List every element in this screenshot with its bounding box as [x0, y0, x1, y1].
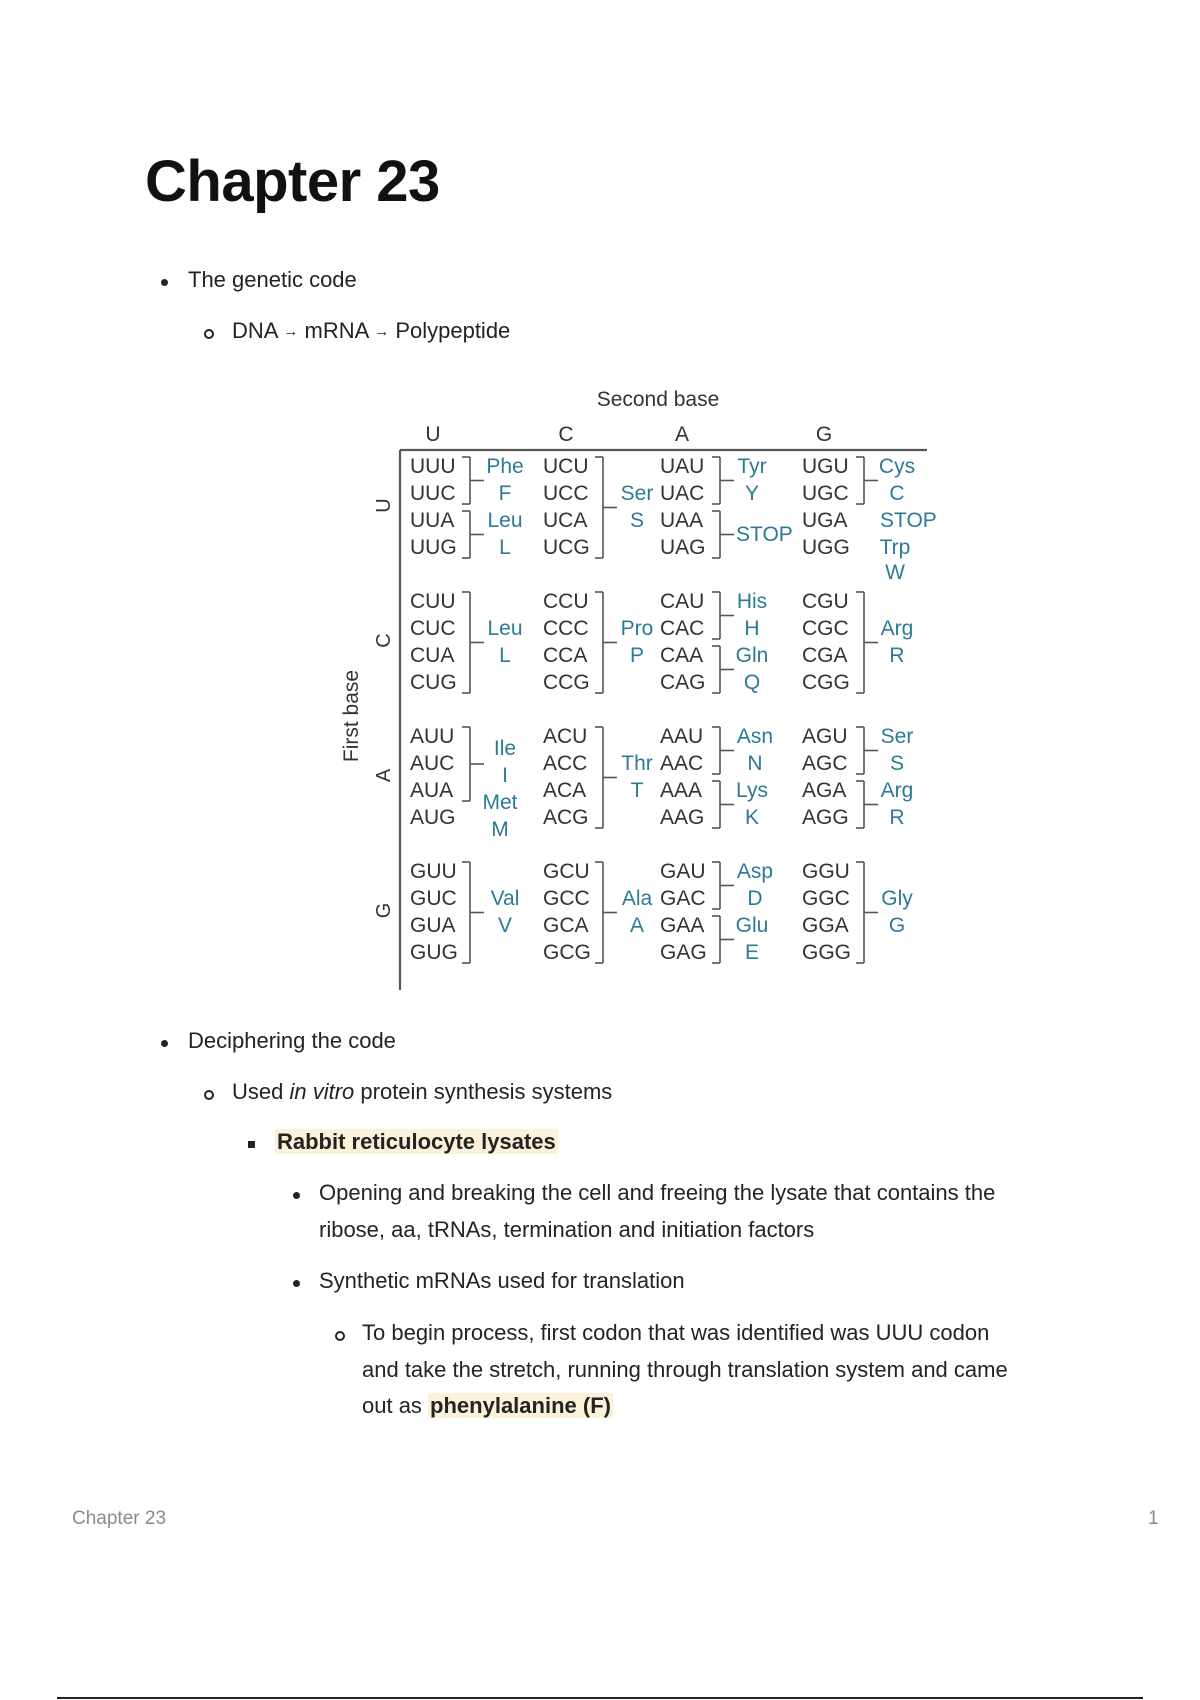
first-base-G: G [373, 902, 395, 919]
amino-acid-c: C [889, 482, 905, 505]
bullet-opening-line-1: Opening and breaking the cell and freeing the lysate that contains the [319, 1180, 996, 1205]
codon-AGG: AGG [802, 806, 849, 829]
amino-acid-r: R [889, 806, 905, 829]
codon-AGU: AGU [802, 725, 848, 748]
amino-acid-g: G [888, 914, 906, 937]
codon-UCA: UCA [543, 509, 588, 532]
second-base-U: U [425, 423, 441, 446]
codon-CAU: CAU [660, 590, 705, 613]
first-base-C: C [373, 633, 395, 648]
codon-AGA: AGA [802, 779, 847, 802]
codon-GAC: GAC [660, 887, 706, 910]
codon-GAG: GAG [660, 941, 707, 964]
bullet-circle-icon [204, 1090, 214, 1100]
codon-GGU: GGU [802, 860, 850, 883]
codon-AAC: AAC [660, 752, 704, 775]
first-base-label: First base [340, 669, 363, 763]
codon-CGC: CGC [802, 617, 849, 640]
amino-acid-cys: Cys [878, 455, 916, 478]
codon-UGC: UGC [802, 482, 849, 505]
codon-CUA: CUA [410, 644, 455, 667]
bullet-opening-line-2: ribose, aa, tRNAs, termination and initiation factors [319, 1217, 815, 1242]
out-as-text: out as [362, 1393, 429, 1418]
codon-GAA: GAA [660, 914, 705, 937]
codon-AUA: AUA [410, 779, 454, 802]
codon-GGG: GGG [802, 941, 852, 964]
phenylalanine-highlight: phenylalanine (F) [430, 1393, 611, 1418]
codon-CAG: CAG [660, 671, 706, 694]
amino-acid-l: L [499, 644, 511, 667]
footer-chapter-label: Chapter 23 [72, 1508, 167, 1529]
amino-acid-p: P [629, 644, 645, 667]
systems-text: protein synthesis systems [354, 1079, 613, 1104]
codon-CCC: CCC [543, 617, 589, 640]
amino-acid-n: N [747, 752, 763, 775]
amino-acid-val: Val [490, 887, 520, 910]
codon-GCA: GCA [543, 914, 589, 937]
codon-AAA: AAA [660, 779, 703, 802]
amino-acid-q: Q [743, 671, 761, 694]
amino-acid-y: Y [744, 482, 760, 505]
bullet-deciphering: Deciphering the code [188, 1028, 396, 1053]
bullet-dot-icon [161, 1040, 168, 1047]
bullet-square-icon [248, 1141, 255, 1148]
amino-acid-arg: Arg [880, 617, 914, 640]
codon-GCC: GCC [543, 887, 590, 910]
amino-acid-ala: Ala [621, 887, 653, 910]
codon-CCA: CCA [543, 644, 588, 667]
bullet-dot-icon [293, 1280, 300, 1287]
amino-acid-ser: Ser [620, 482, 654, 505]
amino-acid-l: L [499, 536, 511, 559]
codon-ACA: ACA [543, 779, 587, 802]
amino-acid-gln: Gln [735, 644, 769, 667]
codon-UAA: UAA [660, 509, 704, 532]
codon-UCC: UCC [543, 482, 589, 505]
codon-CGG: CGG [802, 671, 850, 694]
amino-acid-d: D [747, 887, 763, 910]
codon-CCG: CCG [543, 671, 590, 694]
second-base-C: C [558, 423, 574, 446]
codon-GCG: GCG [543, 941, 591, 964]
amino-acid-i: I [502, 764, 508, 787]
dna-text: DNA [232, 318, 278, 343]
codon-UAU: UAU [660, 455, 705, 478]
amino-acid-f: F [498, 482, 512, 505]
amino-acid-stop: STOP [736, 523, 793, 546]
codon-AAG: AAG [660, 806, 705, 829]
bullet-synthetic: Synthetic mRNAs used for translation [319, 1268, 685, 1293]
second-base-G: G [815, 423, 833, 446]
second-base-A: A [674, 423, 690, 446]
amino-acid-stop: STOP [880, 509, 937, 532]
amino-acid-gly: Gly [881, 887, 913, 910]
amino-acid-h: H [744, 617, 760, 640]
codon-GUA: GUA [410, 914, 456, 937]
codon-UAG: UAG [660, 536, 706, 559]
codon-UUC: UUC [410, 482, 456, 505]
codon-GAU: GAU [660, 860, 706, 883]
amino-acid-w: W [885, 561, 905, 584]
used-text: Used [232, 1079, 290, 1104]
arrow-icon: → [374, 323, 390, 341]
codon-CUC: CUC [410, 617, 456, 640]
amino-acid-leu: Leu [487, 617, 523, 640]
bullet-begin-line-2: and take the stretch, running through translation system and came [362, 1357, 1008, 1382]
amino-acid-s: S [629, 509, 645, 532]
codon-GUC: GUC [410, 887, 457, 910]
codon-UCU: UCU [543, 455, 589, 478]
codon-CUG: CUG [410, 671, 457, 694]
second-base-label: Second base [596, 388, 720, 411]
amino-acid-v: V [497, 914, 513, 937]
codon-GGA: GGA [802, 914, 849, 937]
codon-ACC: ACC [543, 752, 588, 775]
bullet-begin-line-3 [362, 1388, 613, 1424]
amino-acid-arg: Arg [880, 779, 914, 802]
amino-acid-asp: Asp [736, 860, 774, 883]
codon-UUU: UUU [410, 455, 456, 478]
arrow-icon: → [283, 323, 299, 341]
codon-CGA: CGA [802, 644, 848, 667]
amino-acid-met: Met [482, 791, 518, 814]
codon-ACU: ACU [543, 725, 588, 748]
polypeptide-text: Polypeptide [395, 318, 511, 343]
amino-acid-r: R [889, 644, 905, 667]
codon-GUU: GUU [410, 860, 457, 883]
codon-CUU: CUU [410, 590, 456, 613]
amino-acid-e: E [744, 941, 760, 964]
codon-GCU: GCU [543, 860, 590, 883]
bullet-begin-line-1: To begin process, first codon that was identified was UUU codon [362, 1320, 990, 1345]
codon-CGU: CGU [802, 590, 849, 613]
codon-UUG: UUG [410, 536, 457, 559]
footer-page-number: 1 [1148, 1508, 1159, 1529]
amino-acid-m: M [491, 818, 509, 841]
codon-UGA: UGA [802, 509, 848, 532]
codon-ACG: ACG [543, 806, 589, 829]
codon-UGU: UGU [802, 455, 849, 478]
codon-CCU: CCU [543, 590, 589, 613]
codon-AAU: AAU [660, 725, 704, 748]
codon-CAC: CAC [660, 617, 705, 640]
amino-acid-leu: Leu [487, 509, 523, 532]
in-vitro-text: in vitro [289, 1079, 355, 1104]
bullet-rabbit [275, 1124, 558, 1160]
codon-UAC: UAC [660, 482, 705, 505]
amino-acid-trp: Trp [879, 536, 911, 559]
bullet-in-vitro [232, 1074, 612, 1110]
bullet-dot-icon [293, 1192, 300, 1199]
codon-GUG: GUG [410, 941, 458, 964]
bullet-circle-icon [335, 1331, 345, 1341]
amino-acid-k: K [744, 806, 760, 829]
amino-acid-thr: Thr [621, 752, 653, 775]
codon-AGC: AGC [802, 752, 848, 775]
amino-acid-tyr: Tyr [737, 455, 767, 478]
amino-acid-his: His [736, 590, 768, 613]
amino-acid-lys: Lys [736, 779, 768, 802]
amino-acid-t: T [630, 779, 644, 802]
codon-UGG: UGG [802, 536, 850, 559]
bullet-genetic-code: The genetic code [188, 267, 357, 292]
amino-acid-asn: Asn [736, 725, 774, 748]
rabbit-highlight: Rabbit reticulocyte lysates [277, 1129, 556, 1154]
amino-acid-pro: Pro [620, 617, 654, 640]
first-base-U: U [373, 498, 395, 513]
codon-GGC: GGC [802, 887, 850, 910]
codon-UUA: UUA [410, 509, 455, 532]
amino-acid-glu: Glu [735, 914, 769, 937]
amino-acid-a: A [629, 914, 645, 937]
codon-UCG: UCG [543, 536, 590, 559]
first-base-A: A [373, 768, 395, 783]
mrna-text: mRNA [304, 318, 369, 343]
amino-acid-ile: Ile [493, 737, 517, 760]
footer-divider [57, 1697, 1143, 1699]
page-title: Chapter 23 [145, 149, 440, 214]
codon-CAA: CAA [660, 644, 704, 667]
amino-acid-s: S [889, 752, 905, 775]
codon-AUU: AUU [410, 725, 455, 748]
amino-acid-phe: Phe [486, 455, 524, 478]
codon-AUC: AUC [410, 752, 455, 775]
amino-acid-ser: Ser [880, 725, 914, 748]
codon-AUG: AUG [410, 806, 456, 829]
